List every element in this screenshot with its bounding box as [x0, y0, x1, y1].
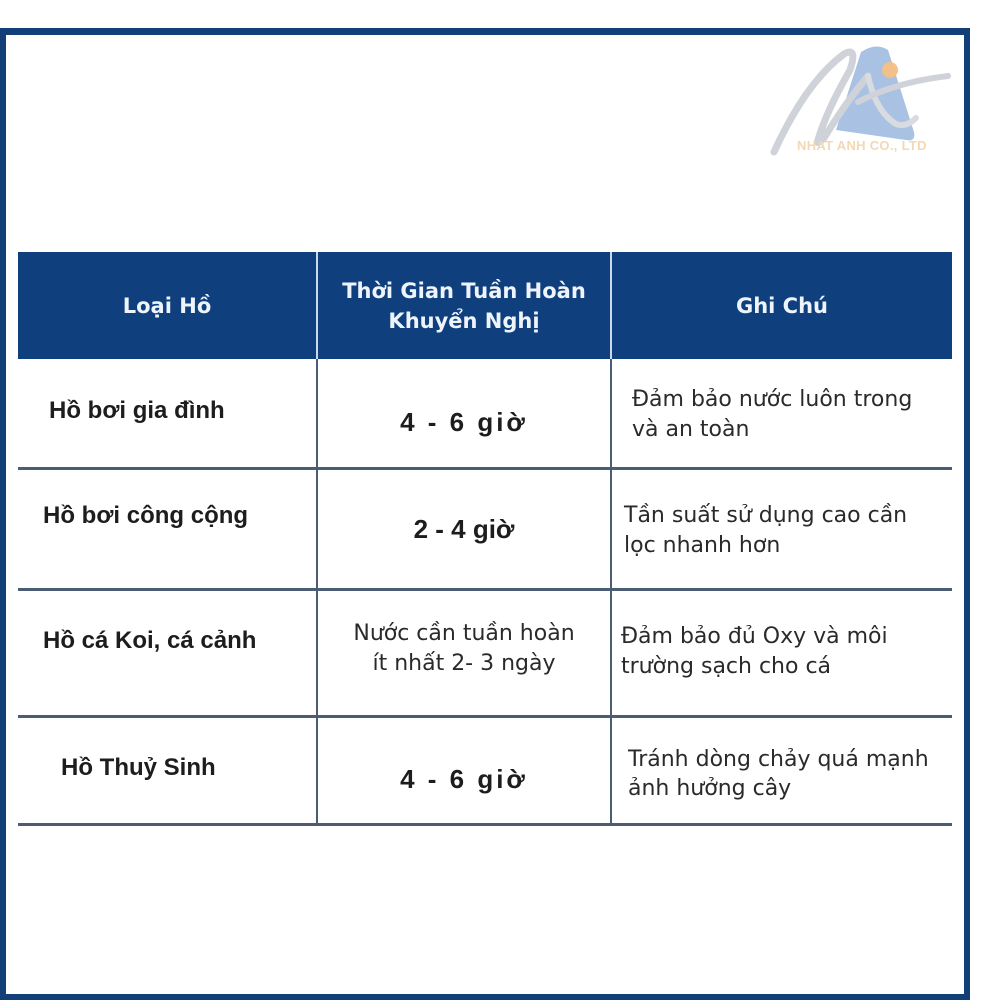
cell-note [612, 359, 952, 467]
time-line1: Nước cần tuần hoàn [353, 621, 575, 646]
note-line1: Đảm bảo đủ Oxy và môi [621, 624, 888, 649]
header-note-label: Ghi Chú [735, 293, 828, 318]
header-note [612, 252, 952, 359]
note-line2: trường sạch cho cá [621, 654, 832, 679]
table-row [18, 591, 952, 718]
time-value: 2 - 4 giờ [413, 514, 515, 544]
cell-note [612, 470, 952, 588]
pool-type-label: Hồ bơi gia đình [49, 397, 225, 424]
note-line2: ảnh hưởng cây [628, 776, 792, 801]
note-line1: Đảm bảo nước luôn trong [632, 387, 913, 412]
pool-type-label: Hồ cá Koi, cá cảnh [43, 627, 257, 654]
time-value: 4 - 6 giờ [400, 764, 528, 794]
header-time-line1: Thời Gian Tuần Hoàn [342, 278, 586, 303]
cell-time [318, 359, 612, 467]
table-row [18, 718, 952, 826]
time-line2: ít nhất 2- 3 ngày [372, 651, 556, 676]
header-time-line2: Khuyển Nghị [388, 308, 540, 333]
cell-pool-type [18, 359, 318, 467]
pool-type-label: Hồ bơi công cộng [43, 502, 249, 529]
table-row [18, 359, 952, 470]
header-pool-type-label: Loại Hồ [122, 293, 212, 318]
table-row [18, 470, 952, 591]
cell-pool-type [18, 718, 318, 823]
cell-pool-type [18, 591, 318, 715]
header-recommended-time [318, 252, 612, 359]
circulation-table [18, 252, 952, 826]
cell-pool-type [18, 470, 318, 588]
note-line2: và an toàn [632, 417, 750, 442]
cell-note [612, 591, 952, 715]
cell-time [318, 718, 612, 823]
cell-time [318, 470, 612, 588]
note-line2: lọc nhanh hơn [624, 533, 781, 558]
cell-note [612, 718, 952, 823]
header-pool-type [18, 252, 318, 359]
cell-time [318, 591, 612, 715]
note-line1: Tránh dòng chảy quá mạnh [628, 747, 929, 772]
company-name: NHAT ANH CO., LTD [797, 138, 927, 153]
note-line1: Tần suất sử dụng cao cần [624, 503, 908, 528]
table-header [18, 252, 952, 359]
time-value: 4 - 6 giờ [400, 407, 528, 437]
pool-type-label: Hồ Thuỷ Sinh [61, 754, 216, 781]
